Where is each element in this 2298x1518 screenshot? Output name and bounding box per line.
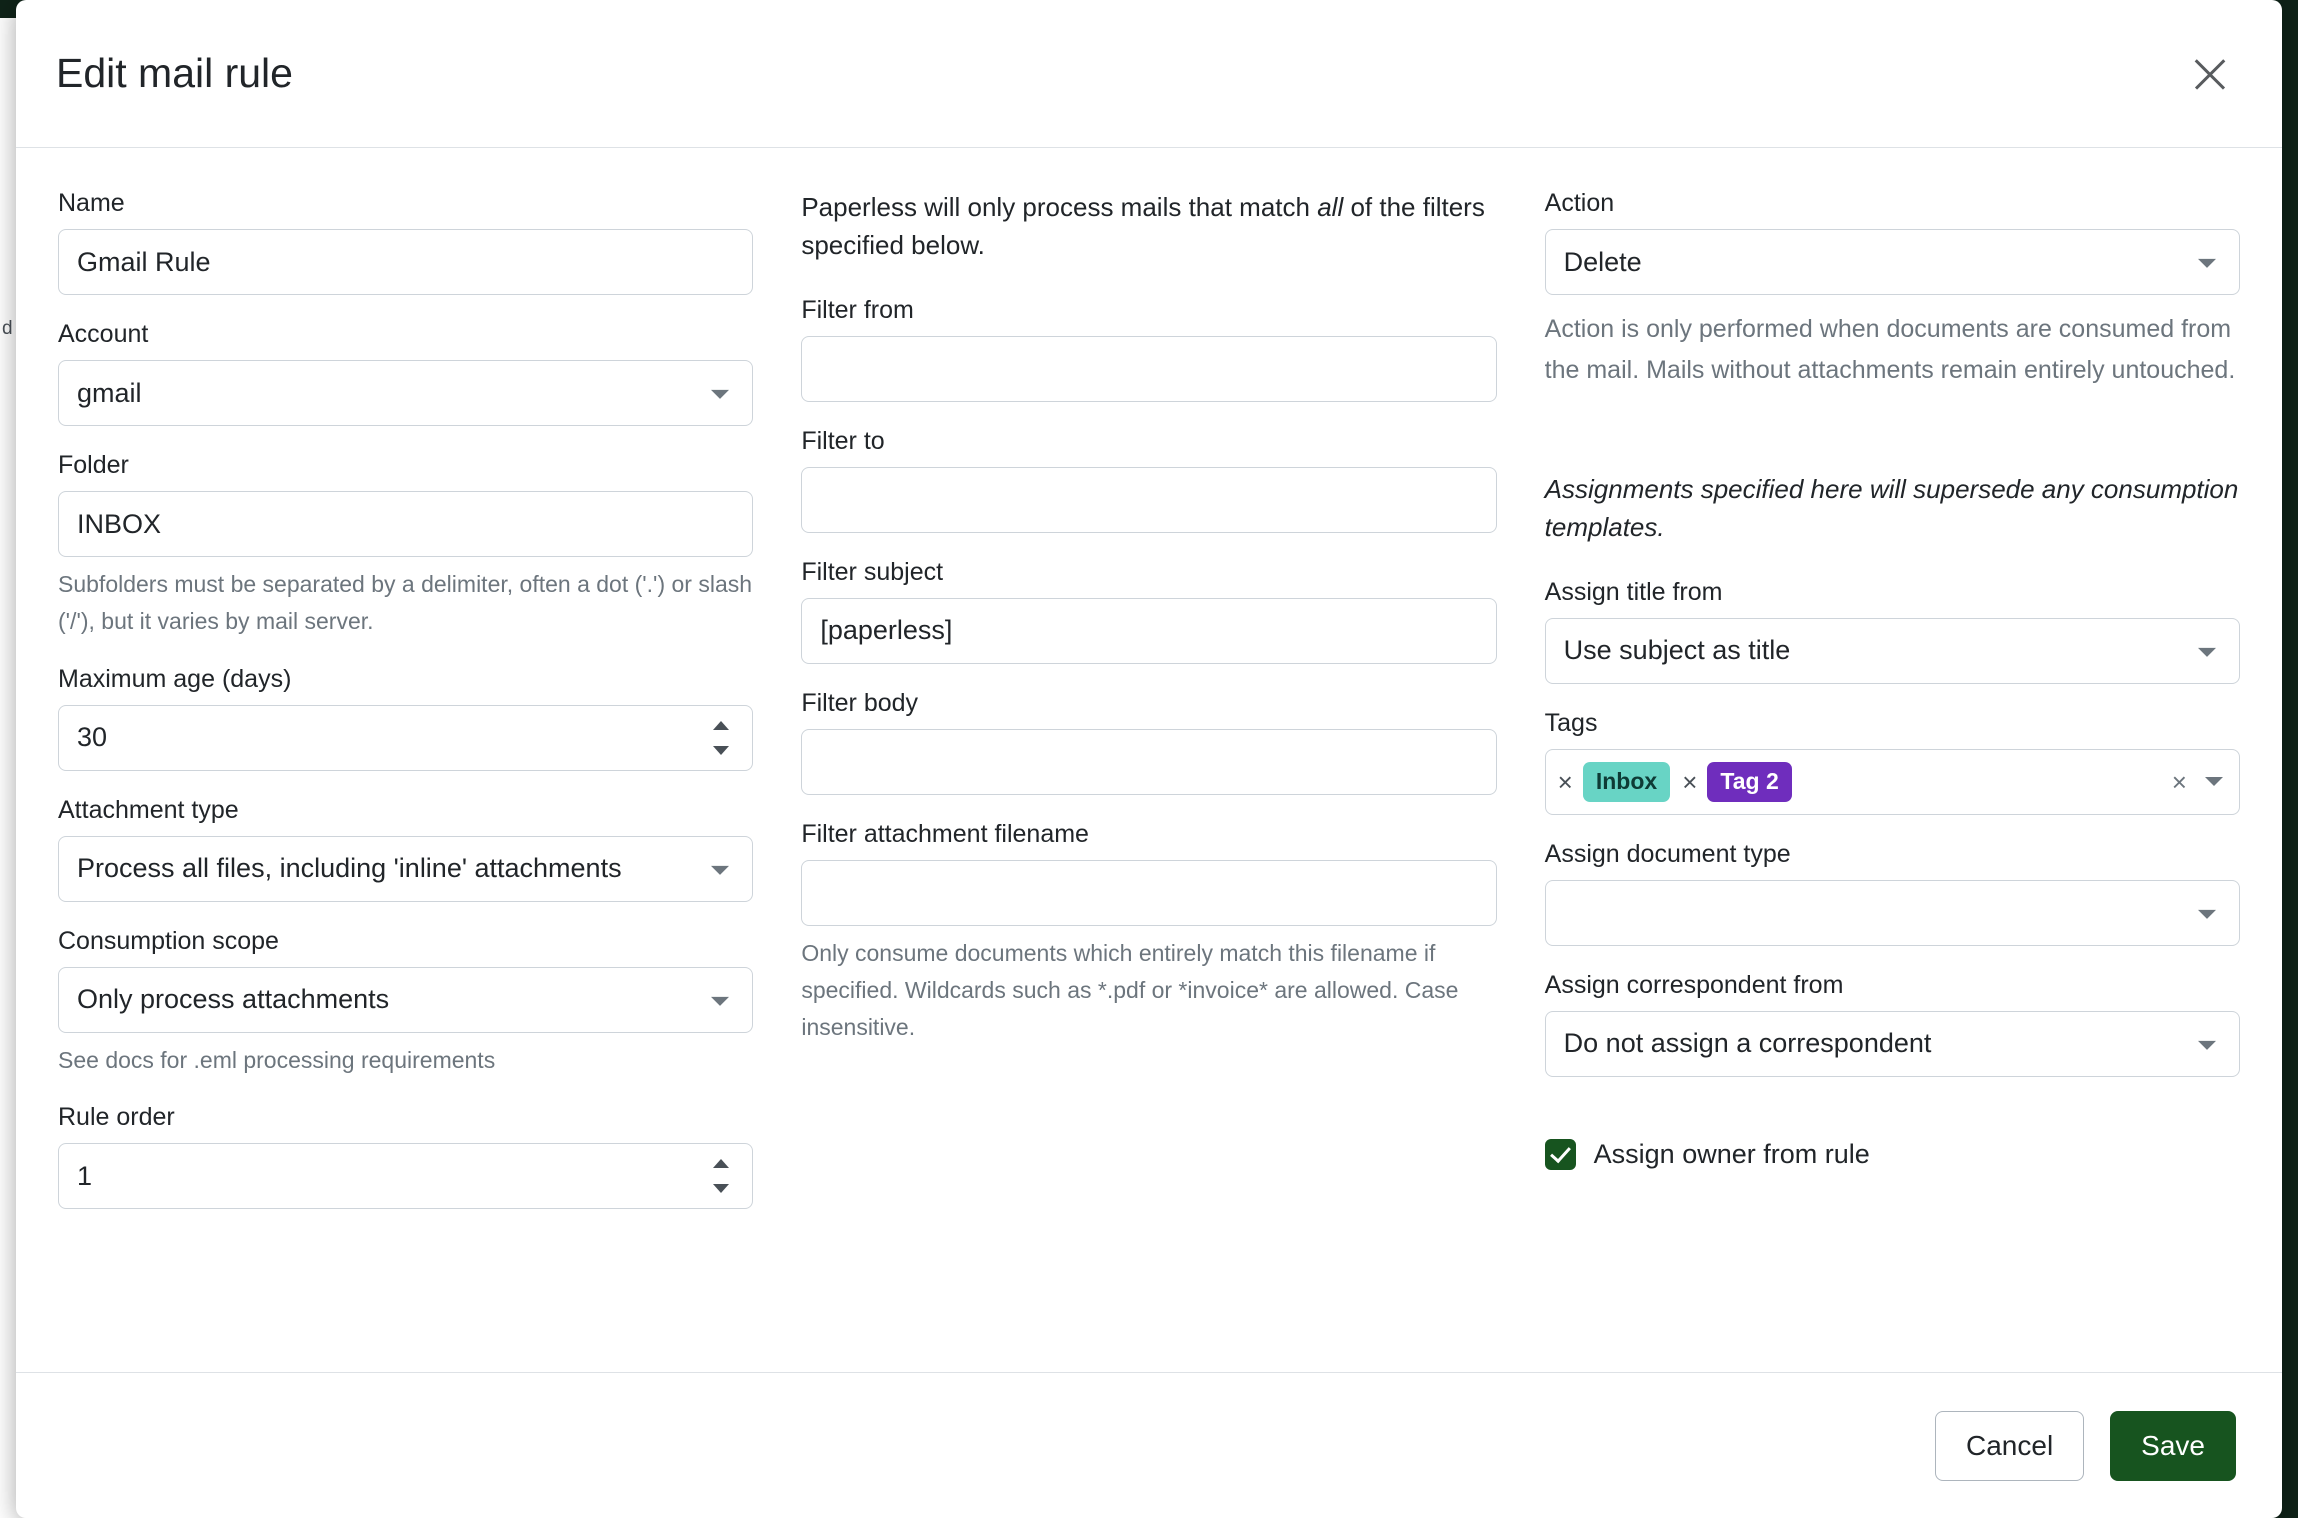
stepper-down-icon[interactable] [713, 746, 729, 755]
account-label: Account [58, 320, 149, 348]
assign-document-type-select-wrap [1545, 880, 2240, 946]
filter-attachment-filename-label: Filter attachment filename [801, 819, 1089, 848]
field-consumption-scope [58, 926, 753, 1079]
assign-correspondent-from-select[interactable]: Do not assign a correspondent [1545, 1011, 2240, 1077]
remove-tag-icon[interactable]: × [1557, 766, 1573, 797]
action-hint: Action is only performed when documents are consumed from the mail. Mails without attachments remain entirely untouched. [1544, 315, 2236, 384]
action-label: Action [1544, 189, 1615, 217]
action-select[interactable]: Delete [1545, 229, 2240, 295]
tags-controls [2171, 766, 2223, 797]
assign-title-from-label: Assign title from [1544, 577, 1723, 606]
account-select[interactable]: gmail [58, 360, 753, 426]
field-filter-attachment-filename [801, 819, 1496, 1045]
save-button[interactable]: Save [2110, 1411, 2236, 1481]
column-general [58, 188, 753, 1372]
filter-attachment-filename-hint: Only consume documents which entirely match this filename if specified. Wildcards such as *.pdf or *invoice* are allowed. Case insensitive. [801, 939, 1459, 1040]
field-name [58, 188, 753, 295]
folder-hint: Subfolders must be separated by a delimiter, often a dot ('.') or slash ('/'), but it varies by mail server. [58, 571, 753, 634]
maximum-age-label: Maximum age (days) [58, 664, 292, 693]
filters-intro-emphasis: all [1317, 192, 1344, 222]
assign-owner-checkbox[interactable] [1545, 1139, 1576, 1170]
attachment-type-select[interactable]: Process all files, including 'inline' attachments [58, 836, 753, 902]
filter-body-label: Filter body [801, 688, 919, 717]
tags-input[interactable] [1545, 749, 2240, 815]
dialog-header [16, 0, 2282, 148]
field-maximum-age [58, 664, 753, 771]
assign-owner-row[interactable] [1545, 1139, 2240, 1170]
field-attachment-type [58, 795, 753, 902]
field-account [58, 319, 753, 426]
filter-from-input[interactable] [801, 336, 1496, 402]
action-select-wrap [1545, 229, 2240, 295]
field-folder [58, 450, 753, 640]
consumption-scope-select-wrap [58, 967, 753, 1033]
stepper-up-icon[interactable] [713, 1159, 729, 1168]
assign-document-type-select[interactable] [1545, 880, 2240, 946]
dialog-body [16, 148, 2282, 1372]
cancel-button[interactable]: Cancel [1935, 1411, 2084, 1481]
rule-order-input[interactable] [58, 1143, 753, 1209]
field-rule-order [58, 1102, 753, 1209]
remove-tag-icon[interactable]: × [1682, 766, 1698, 797]
field-tags [1545, 708, 2240, 815]
filters-intro-prefix: Paperless will only process mails that match [801, 192, 1318, 222]
attachment-type-label: Attachment type [58, 795, 239, 824]
tag-item[interactable] [1558, 762, 1671, 802]
field-filter-to [801, 426, 1496, 533]
name-label: Name [58, 189, 125, 217]
assignments-note: Assignments specified here will supersede any consumption templates. [1544, 474, 2239, 543]
tags-label: Tags [1544, 708, 1598, 737]
filter-to-input[interactable] [801, 467, 1496, 533]
folder-label: Folder [58, 451, 129, 479]
field-assign-correspondent-from [1545, 970, 2240, 1077]
dialog-title: Edit mail rule [56, 50, 293, 96]
consumption-scope-hint: See docs for .eml processing requirements [58, 1046, 496, 1073]
dialog-footer [16, 1372, 2282, 1518]
filter-subject-label: Filter subject [801, 557, 944, 586]
filter-body-input[interactable] [801, 729, 1496, 795]
consumption-scope-label: Consumption scope [58, 926, 279, 955]
maximum-age-input[interactable] [58, 705, 753, 771]
tag-item[interactable] [1682, 762, 1792, 802]
field-action [1545, 188, 2240, 390]
rule-order-label: Rule order [58, 1103, 175, 1132]
filter-from-label: Filter from [801, 295, 914, 324]
assign-document-type-label: Assign document type [1544, 839, 1791, 868]
tag-chip: Tag 2 [1707, 762, 1791, 802]
column-actions [1545, 188, 2240, 1372]
folder-input[interactable] [58, 491, 753, 557]
filter-subject-input[interactable] [801, 598, 1496, 664]
column-filters [801, 188, 1496, 1372]
rule-order-stepper[interactable] [711, 1159, 731, 1193]
field-filter-subject [801, 557, 1496, 664]
stepper-up-icon[interactable] [713, 721, 729, 730]
consumption-scope-select[interactable]: Only process attachments [58, 967, 753, 1033]
maximum-age-wrap [58, 705, 753, 771]
field-assign-document-type [1545, 839, 2240, 946]
close-icon[interactable] [2184, 48, 2236, 100]
assign-title-from-select[interactable]: Use subject as title [1545, 618, 2240, 684]
chevron-down-icon[interactable] [2205, 777, 2223, 786]
filters-intro [801, 188, 1496, 265]
edit-mail-rule-dialog [16, 0, 2282, 1518]
clear-icon[interactable]: × [2171, 766, 2187, 797]
assign-correspondent-from-label: Assign correspondent from [1544, 970, 1844, 999]
account-select-wrap [58, 360, 753, 426]
field-filter-from [801, 295, 1496, 402]
attachment-type-select-wrap [58, 836, 753, 902]
filter-to-label: Filter to [801, 426, 885, 455]
stepper-down-icon[interactable] [713, 1184, 729, 1193]
name-input[interactable] [58, 229, 753, 295]
filters-intro-suffix: of the filters specified below. [801, 192, 1485, 261]
maximum-age-stepper[interactable] [711, 721, 731, 755]
assign-owner-label: Assign owner from rule [1593, 1138, 1870, 1169]
assign-correspondent-from-select-wrap [1545, 1011, 2240, 1077]
field-filter-body [801, 688, 1496, 795]
rule-order-wrap [58, 1143, 753, 1209]
background-fragment: d [2, 318, 13, 339]
tag-chip: Inbox [1583, 762, 1670, 802]
filter-attachment-filename-input[interactable] [801, 860, 1496, 926]
field-assign-title-from [1545, 577, 2240, 684]
assign-title-from-select-wrap [1545, 618, 2240, 684]
